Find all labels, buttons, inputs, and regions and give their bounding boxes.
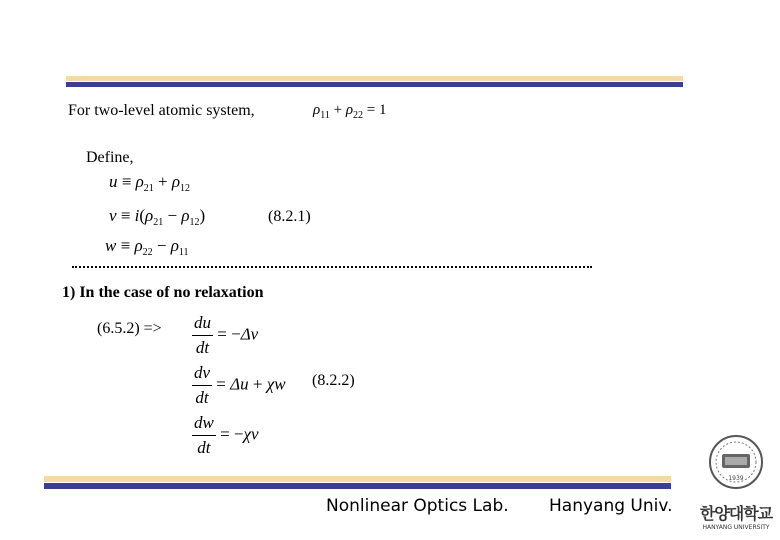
intro-text: For two-level atomic system, <box>68 102 255 119</box>
normalization-equation: $\rho_{11} + \rho_{22} = 1$ <box>313 102 387 121</box>
section-title: 1) In the case of no relaxation <box>62 284 264 301</box>
svg-text:1939: 1939 <box>728 475 744 482</box>
logo-korean-text: 한양대학교 <box>699 504 773 523</box>
du-dt-equation: $\frac{du}{dt}$ = −Δv <box>194 313 259 357</box>
top-rule-gold <box>66 76 683 81</box>
u-definition: $u \equiv \rho_{21} + \rho_{12}$ <box>109 172 191 194</box>
top-rule-navy <box>66 82 683 87</box>
university-name: Hanyang Univ. <box>549 496 673 516</box>
dotted-separator <box>72 266 592 268</box>
equation-number-8-2-2: (8.2.2) <box>312 372 355 389</box>
v-definition: $v \equiv i(\rho_{21} - \rho_{12})$ <box>109 206 206 228</box>
logo-english-text: HANYANG UNIVERSITY <box>702 524 770 531</box>
bottom-rule-navy <box>44 483 671 489</box>
equation-number-8-2-1: (8.2.1) <box>268 208 311 225</box>
dw-dt-equation: $\frac{dw}{dt}$ = −χv <box>194 413 259 457</box>
dv-dt-equation: $\frac{dv}{dt}$ = Δu + χw <box>194 363 286 407</box>
bottom-rule-gold <box>44 476 671 482</box>
define-label: Define, <box>86 149 134 166</box>
reference-label: (6.5.2) => <box>97 320 162 337</box>
university-logo <box>694 430 778 531</box>
university-seal-icon <box>694 430 778 492</box>
w-definition: $w \equiv \rho_{22} - \rho_{11}$ <box>105 236 189 258</box>
lab-name: Nonlinear Optics Lab. <box>326 496 509 516</box>
